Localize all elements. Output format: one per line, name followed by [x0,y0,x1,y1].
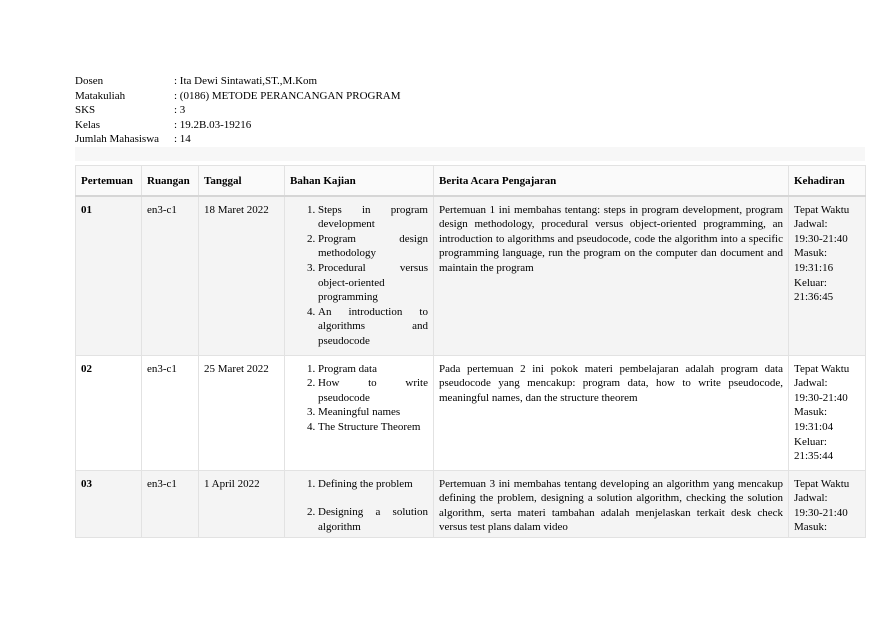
kehadiran-keluar-label: Keluar: [794,276,827,289]
matakuliah-label: Matakuliah [75,89,126,102]
column-header-kehadiran: Kehadiran [789,166,866,196]
kehadiran-status: Tepat Waktu [794,362,850,375]
bahan-kajian-list [290,477,428,535]
list-item: 3. Meaningful names [318,405,428,420]
kehadiran-jadwal-value: 19:30-21:40 [794,232,848,245]
pertemuan-cell: 02 [76,355,142,470]
bahan-kajian-list [290,362,428,435]
kehadiran-masuk-value: 19:31:04 [794,420,834,433]
jumlah-mahasiswa-value: : 14 [174,133,191,146]
bahan-kajian-cell [285,355,434,470]
list-item [318,477,428,506]
column-header-pertemuan: Pertemuan [76,166,142,196]
sks-value: : 3 [174,104,186,117]
kehadiran-masuk-label: Masuk: [794,406,827,419]
kehadiran-keluar-value: 21:35:44 [794,450,834,463]
dosen-value: : Ita Dewi Sintawati,ST.,M.Kom [174,75,318,87]
ruangan-cell: en3-c1 [142,196,199,355]
kehadiran-jadwal-label: Jadwal: [794,377,828,390]
separator-band [75,147,865,161]
kehadiran-status: Tepat Waktu [794,203,850,216]
tanggal-cell: 18 Maret 2022 [199,196,285,355]
sks-label: SKS [75,104,96,117]
kehadiran-masuk-value: 19:31:16 [794,261,834,274]
list-item-text: Defining the problem [318,477,413,490]
list-item: 2. How to write pseudocode [318,376,428,405]
kehadiran-masuk-label: Masuk: [794,521,827,534]
kehadiran-keluar-label: Keluar: [794,435,827,448]
column-header-berita-acara: Berita Acara Pengajaran [434,166,789,196]
kehadiran-jadwal-value: 19:30-21:40 [794,391,848,404]
list-item: 1. Program data [318,362,428,377]
table-row [76,355,866,470]
header-row-jumlah [75,132,401,147]
header-row-matakuliah [75,89,401,104]
kehadiran-masuk-label: Masuk: [794,247,827,260]
tanggal-cell: 1 April 2022 [199,470,285,537]
course-header [75,74,401,147]
jumlah-mahasiswa-label: Jumlah Mahasiswa [75,133,160,146]
kehadiran-jadwal-value: 19:30-21:40 [794,506,848,519]
berita-acara-cell: Pertemuan 1 ini membahas tentang: steps in program development, program design methodology, procedural versus object-oriented programming, an introduction to algorithms and pseudocode, code the algorithm into a specific programming language, run the program on the computer dan document and maintain the program [434,196,789,355]
pertemuan-cell: 01 [76,196,142,355]
column-header-bahan-kajian: Bahan Kajian [285,166,434,196]
header-row-kelas [75,118,401,133]
column-header-tanggal: Tanggal [199,166,285,196]
ruangan-cell: en3-c1 [142,470,199,537]
kehadiran-cell [789,196,866,355]
attendance-table [75,165,866,538]
list-item: 2. Designing a solution algorithm [318,505,428,534]
header-row-sks [75,103,401,118]
list-item: 4. An introduction to algorithms and pseudocode [318,305,428,349]
ruangan-cell: en3-c1 [142,355,199,470]
column-header-ruangan: Ruangan [142,166,199,196]
berita-acara-cell: Pertemuan 3 ini membahas tentang developing an algorithm yang mencakup defining the problem, designing a solution algorithm, checking the solution algorithm, serta materi tambahan adalah menjelaskan terkait desk check versus test plans dalam video [434,470,789,537]
bahan-kajian-cell [285,470,434,537]
list-item: 1. Steps in program development [318,203,428,232]
list-item: 2. Program design methodology [318,232,428,261]
berita-acara-cell: Pada pertemuan 2 ini pokok materi pembelajaran adalah program data pseudocode yang mencakup: program data, how to write pseudocode, meaningful names, dan the structure theorem [434,355,789,470]
kehadiran-jadwal-label: Jadwal: [794,492,828,505]
pertemuan-cell: 03 [76,470,142,537]
header-row-dosen [75,74,401,89]
table-header-row [76,166,866,196]
list-item: 4. The Structure Theorem [318,420,428,435]
kelas-value: : 19.2B.03-19216 [174,118,252,131]
kehadiran-cell [789,470,866,537]
kehadiran-jadwal-label: Jadwal: [794,218,828,231]
matakuliah-value: : (0186) METODE PERANCANGAN PROGRAM [174,89,401,102]
kelas-label: Kelas [75,118,101,131]
bahan-kajian-list [290,203,428,349]
table-row [76,196,866,355]
table-row [76,470,866,537]
list-item: 3. Procedural versus object-oriented programming [318,261,428,305]
kehadiran-status: Tepat Waktu [794,477,850,490]
dosen-label: Dosen [75,75,104,87]
tanggal-cell: 25 Maret 2022 [199,355,285,470]
kehadiran-cell [789,355,866,470]
bahan-kajian-cell [285,196,434,355]
kehadiran-keluar-value: 21:36:45 [794,291,834,304]
